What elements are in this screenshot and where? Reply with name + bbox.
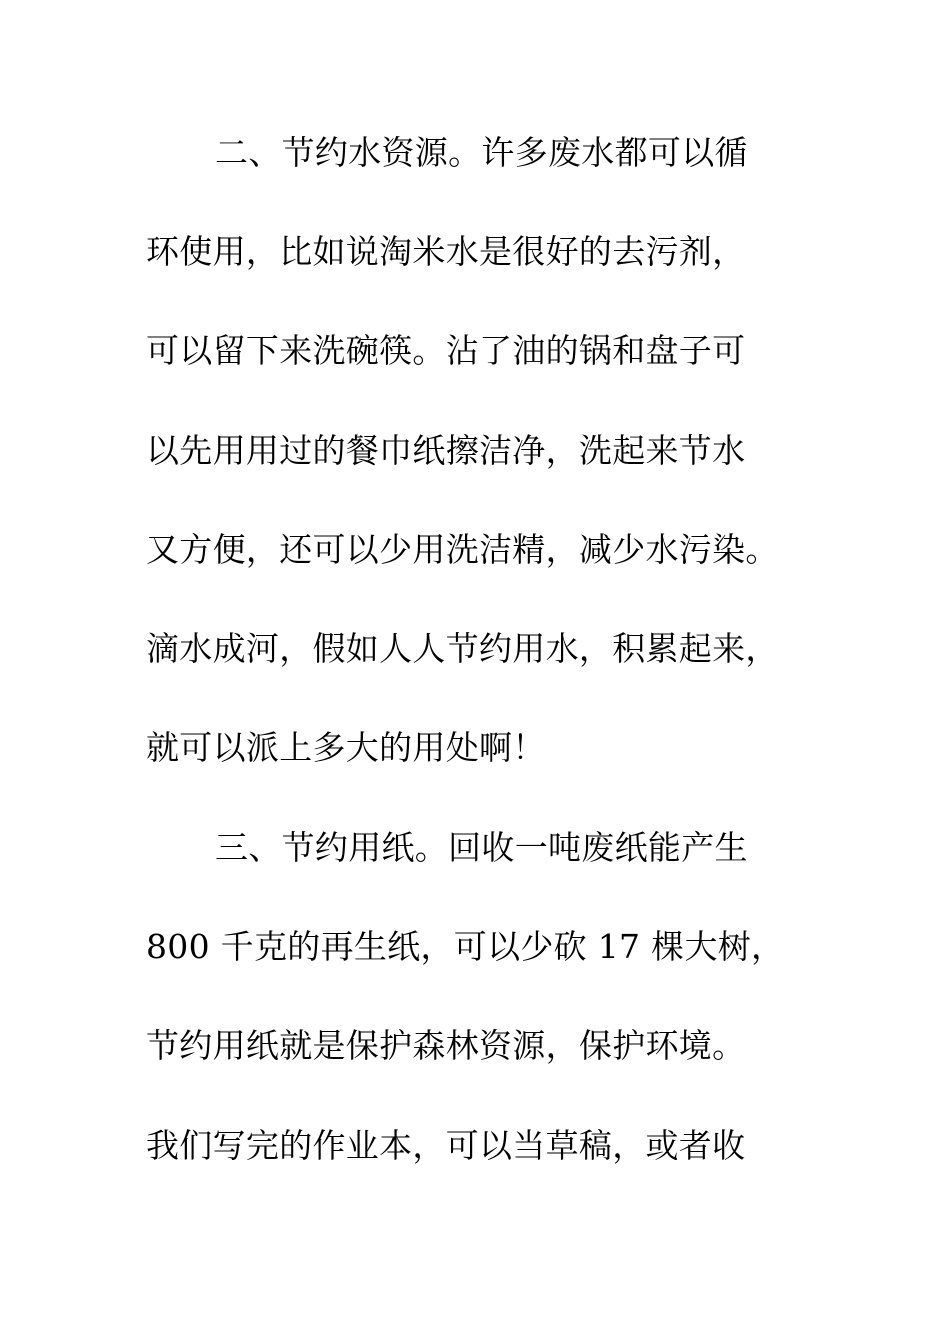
- paragraph-2-line-6: 滴水成河，假如人人节约用水，积累起来，: [146, 629, 779, 668]
- paragraph-2-line-4: 以先用用过的餐巾纸擦洁净，洗起来节水: [146, 431, 746, 470]
- paragraph-2-line-7: 就可以派上多大的用处啊！: [146, 728, 546, 767]
- paragraph-2-line-1: 二、节约水资源。许多废水都可以循: [215, 133, 748, 172]
- paragraph-2-line-3: 可以留下来洗碗筷。沾了油的锅和盘子可: [146, 331, 746, 370]
- paragraph-3-line-3: 节约用纸就是保护森林资源，保护环境。: [146, 1026, 746, 1065]
- paragraph-2-line-5: 又方便，还可以少用洗洁精，减少水污染。: [146, 530, 779, 569]
- paragraph-3-line-2: 800 千克的再生纸，可以少砍 17 棵大树，: [146, 927, 785, 966]
- paragraph-2-line-2: 环使用，比如说淘米水是很好的去污剂，: [146, 232, 746, 271]
- paragraph-3-line-1: 三、节约用纸。回收一吨废纸能产生: [215, 828, 748, 867]
- paragraph-3-line-4: 我们写完的作业本，可以当草稿，或者收: [146, 1126, 746, 1165]
